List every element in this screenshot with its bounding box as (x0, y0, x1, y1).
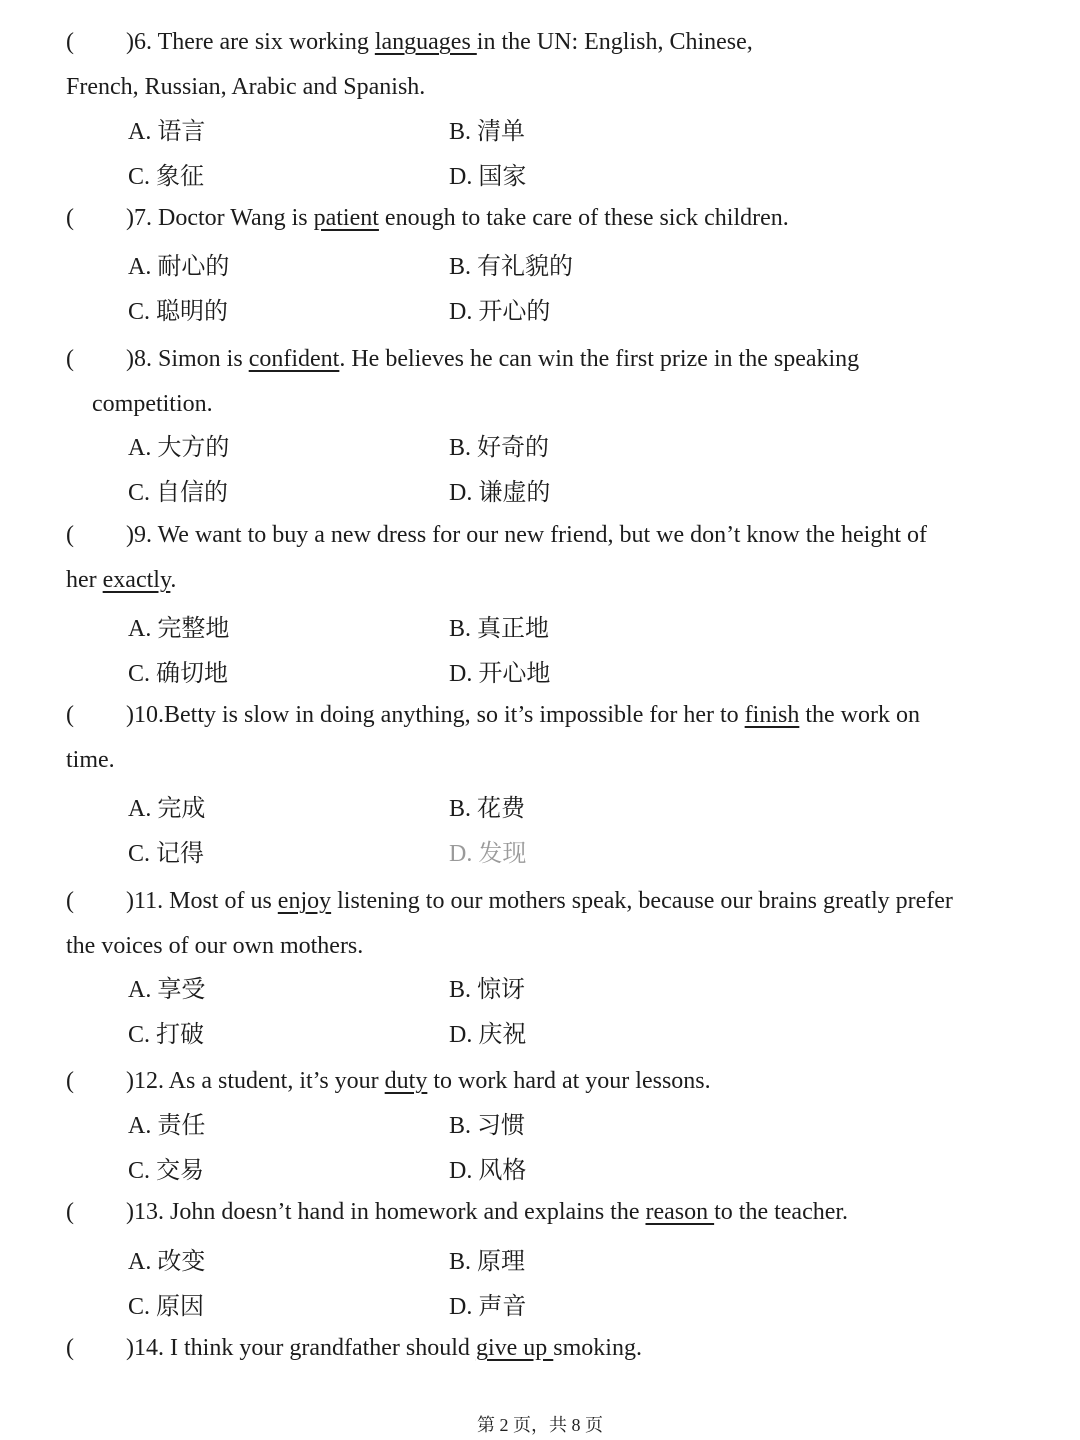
question-number: )12. (126, 1068, 164, 1094)
stem-text: . He believes he can win the first prize in the speaking (339, 346, 860, 372)
option-c: C. 聪明的 (128, 299, 229, 325)
question-number: )11. (126, 888, 164, 914)
stem-text: smoking. (553, 1335, 642, 1361)
option-a: A. 享受 (128, 977, 206, 1003)
answer-paren: ( (66, 702, 74, 728)
question-stem (66, 693, 1040, 738)
answer-paren: ( (66, 1068, 74, 1094)
underlined-word: finish (744, 702, 800, 728)
question-stem (66, 1059, 1040, 1104)
option-b: B. 原理 (449, 1249, 526, 1275)
option-b: B. 花费 (449, 796, 526, 822)
stem-text: There are six working (152, 29, 375, 55)
option-c: C. 原因 (128, 1294, 205, 1320)
option-d: D. 谦虚的 (449, 480, 551, 506)
question-number: )9. (126, 522, 152, 548)
option-c: C. 确切地 (128, 661, 229, 687)
option-d: D. 开心的 (449, 299, 551, 325)
question-number: )7. (126, 205, 152, 231)
question-stem (66, 1190, 1040, 1235)
question-12 (66, 1059, 1040, 1104)
option-a: A. 大方的 (128, 435, 230, 461)
question-number: )6. (126, 29, 152, 55)
underlined-word: confident (248, 346, 340, 372)
option-b: B. 真正地 (449, 616, 550, 642)
option-c: C. 自信的 (128, 480, 229, 506)
option-a: A. 语言 (128, 119, 206, 145)
answer-paren: ( (66, 29, 74, 55)
stem-text: Most of us (163, 888, 278, 914)
underlined-word: languages (374, 29, 477, 55)
stem-text: in the UN: English, Chinese, (476, 29, 753, 55)
stem-text: the work on (799, 702, 920, 728)
option-d: D. 发现 (449, 841, 527, 867)
stem-text: I think your grandfather should (164, 1335, 476, 1361)
underlined-word: duty (384, 1068, 428, 1094)
underlined-word: reason (645, 1199, 715, 1225)
question-stem (66, 20, 1040, 65)
question-stem (66, 1326, 1040, 1371)
option-c: C. 象征 (128, 164, 205, 190)
stem-text: Simon is (152, 346, 249, 372)
option-a: A. 改变 (128, 1249, 206, 1275)
question-13 (66, 1190, 1040, 1235)
question-10 (66, 693, 1040, 783)
question-number: )14. (126, 1335, 164, 1361)
answer-paren: ( (66, 205, 74, 231)
option-b: B. 清单 (449, 119, 526, 145)
question-stem (66, 337, 1040, 382)
stem-text: Betty is slow in doing anything, so it’s impossible for her to (164, 702, 745, 728)
option-a: A. 完成 (128, 796, 206, 822)
option-a: A. 耐心的 (128, 254, 230, 280)
question-8 (66, 337, 1040, 427)
stem-continuation: competition. (92, 391, 213, 417)
stem-text: to work hard at your lessons. (427, 1068, 711, 1094)
option-c: C. 打破 (128, 1022, 205, 1048)
question-stem (66, 879, 1040, 924)
option-b: B. 有礼貌的 (449, 254, 574, 280)
question-7 (66, 196, 1040, 241)
underlined-word: give up (475, 1335, 554, 1361)
question-number: )13. (126, 1199, 164, 1225)
question-14 (66, 1326, 1040, 1371)
stem-text: As a student, it’s your (164, 1068, 385, 1094)
option-d: D. 开心地 (449, 661, 551, 687)
option-b: B. 好奇的 (449, 435, 550, 461)
option-a: A. 完整地 (128, 616, 230, 642)
option-d: D. 国家 (449, 164, 527, 190)
option-d: D. 风格 (449, 1158, 527, 1184)
stem-text: listening to our mothers speak, because our brains greatly prefer (331, 888, 953, 914)
question-number: )8. (126, 346, 152, 372)
stem-continuation (66, 558, 1040, 603)
question-stem (66, 196, 1040, 241)
answer-paren: ( (66, 522, 74, 548)
answer-paren: ( (66, 1335, 74, 1361)
option-b: B. 习惯 (449, 1113, 526, 1139)
stem-continuation: the voices of our own mothers. (66, 933, 364, 959)
underlined-word: patient (313, 205, 379, 231)
underlined-word: enjoy (277, 888, 332, 914)
stem-text: . (170, 567, 177, 593)
question-6 (66, 20, 1040, 110)
option-d: D. 庆祝 (449, 1022, 527, 1048)
underlined-word: exactly (102, 567, 171, 593)
stem-text: enough to take care of these sick children. (378, 205, 789, 231)
stem-text: to the teacher. (714, 1199, 849, 1225)
stem-continuation: French, Russian, Arabic and Spanish. (66, 74, 426, 100)
question-11 (66, 879, 1040, 969)
option-c: C. 记得 (128, 841, 205, 867)
option-c: C. 交易 (128, 1158, 205, 1184)
stem-text: Doctor Wang is (152, 205, 314, 231)
option-a: A. 责任 (128, 1113, 206, 1139)
stem-text: We want to buy a new dress for our new friend, but we don’t know the height of (152, 522, 928, 548)
stem-text: John doesn’t hand in homework and explains the (164, 1199, 646, 1225)
option-b: B. 惊讶 (449, 977, 526, 1003)
option-d: D. 声音 (449, 1294, 527, 1320)
question-9 (66, 513, 1040, 603)
answer-paren: ( (66, 888, 74, 914)
answer-paren: ( (66, 1199, 74, 1225)
question-stem (66, 513, 1040, 558)
stem-continuation: time. (66, 747, 115, 773)
question-number: )10. (126, 702, 164, 728)
page-footer: 第 2 页，共 8 页 (477, 1415, 603, 1435)
answer-paren: ( (66, 346, 74, 372)
stem-text: her (66, 567, 103, 593)
